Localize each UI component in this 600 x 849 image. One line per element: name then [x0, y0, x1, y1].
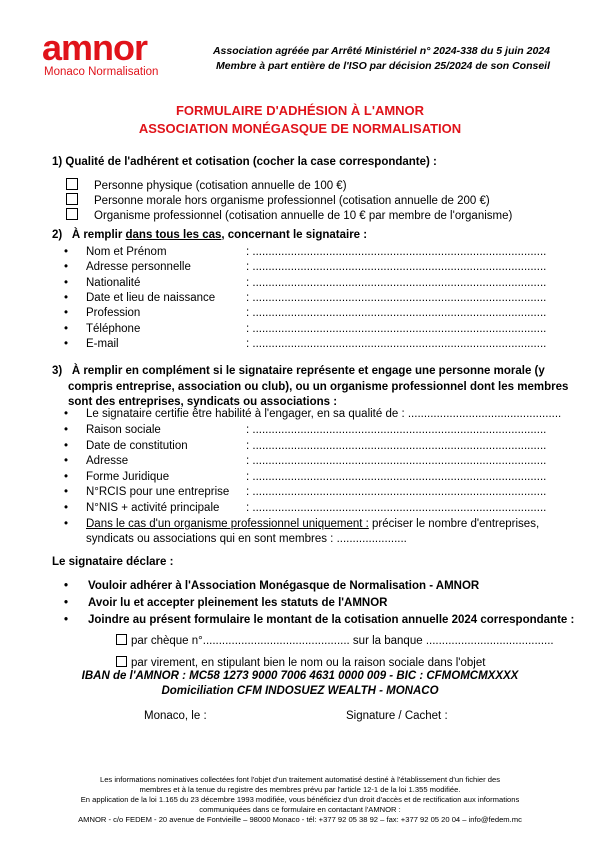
bullet: •	[64, 337, 69, 350]
bullet: •	[64, 424, 69, 436]
bullet: •	[64, 580, 69, 592]
field-input[interactable]: : ............................................................................................	[246, 261, 547, 274]
heading-part: , concernant le signataire :	[221, 229, 368, 241]
footer-line: membres et à la tenue du registre des membres prévu par l'article 12-1 de la loi 1.355 modifiée.	[139, 785, 461, 794]
certify-input[interactable]: ................................................	[407, 408, 562, 420]
bullet: •	[64, 597, 69, 609]
bullet: •	[64, 276, 69, 289]
virement-label: par virement, en stipulant bien le nom ou la raison sociale dans l'objet	[131, 657, 486, 669]
bullet: •	[64, 439, 69, 452]
field-input[interactable]: : ............................................................................................	[246, 307, 547, 320]
field-label: Adresse	[86, 455, 129, 467]
footer-line: communiquées dans ce formulaire en contactant l'AMNOR :	[199, 805, 401, 814]
field-input[interactable]: : ............................................................................................	[246, 424, 547, 436]
section-number: 2)	[52, 229, 63, 241]
declaration-text: Avoir lu et accepter pleinement les statuts de l'AMNOR	[88, 597, 388, 609]
field-row	[64, 261, 546, 273]
field-row	[64, 424, 546, 436]
iban-line: IBAN de l'AMNOR : MC58 1273 9000 7006 4631 0000 009 - BIC : CFMOMCMXXXX	[81, 670, 519, 682]
cheque-label: par chèque n°	[131, 635, 203, 647]
payment-virement[interactable]	[116, 656, 485, 669]
bullet: •	[64, 455, 69, 467]
field-label: Adresse personnelle	[86, 261, 191, 274]
certify-label: Le signataire certifie être habilité à l'engager, en sa qualité de :	[86, 408, 405, 420]
organisme-label-2: syndicats ou associations qui en sont membres :	[86, 533, 334, 545]
section-number: 3)	[52, 365, 63, 377]
place-date-label: Monaco, le :	[144, 710, 207, 722]
footer-line: En application de la loi 1.165 du 23 décembre 1993 modifiée, vous bénéficiez d'un droit d'accès et de rectification aux informations	[80, 795, 520, 804]
field-input[interactable]: : ............................................................................................	[246, 246, 547, 258]
field-input[interactable]: : ............................................................................................	[246, 455, 547, 467]
logo-text: amnor	[42, 27, 148, 68]
bullet: •	[64, 501, 69, 514]
bullet: •	[64, 614, 69, 626]
declaration-item-2	[64, 597, 387, 609]
footer-line: AMNOR - c/o FEDEM - 20 avenue de Fontvieille – 98000 Monaco - tél: +377 92 05 38 92 – fax: +377 92 05 20 04 – info@fedem.mc	[78, 815, 522, 824]
form-title-line-2: ASSOCIATION MONÉGASQUE DE NORMALISATION	[138, 121, 462, 136]
field-label: E-mail	[86, 337, 119, 350]
field-label: Téléphone	[86, 322, 141, 335]
field-row	[64, 455, 546, 467]
option-label: Personne morale hors organisme professionnel (cotisation annuelle de 200 €)	[94, 195, 490, 207]
heading-underlined: dans tous les cas	[125, 229, 222, 241]
bullet: •	[64, 486, 69, 498]
field-row	[64, 292, 546, 304]
option-personne-physique[interactable]	[66, 178, 347, 192]
cheque-checkbox[interactable]	[116, 634, 127, 645]
field-input[interactable]: : ............................................................................................	[246, 470, 547, 483]
option-label: Organisme professionnel (cotisation annuelle de 10 € par membre de l'organisme)	[94, 210, 513, 222]
footer-line: Les informations nominatives collectées font l'objet d'un traitement automatisé destiné à l'établissement d'un fichier des	[99, 775, 501, 784]
bank-label: sur la banque	[349, 635, 426, 647]
logo-subtitle: Monaco Normalisation	[44, 66, 159, 78]
field-label: Raison sociale	[86, 424, 161, 436]
option-organisme-professionnel[interactable]	[66, 208, 512, 222]
heading-part: À remplir	[71, 229, 126, 241]
field-label: N°RCIS pour une entreprise	[86, 486, 230, 498]
section3-heading	[52, 364, 568, 411]
declaration-item-1	[64, 580, 479, 592]
field-input[interactable]: : ............................................................................................	[246, 322, 547, 335]
field-input[interactable]: : ............................................................................................	[246, 337, 547, 350]
field-input[interactable]: : ............................................................................................	[246, 291, 547, 304]
bullet: •	[64, 261, 69, 274]
bullet: •	[64, 408, 69, 420]
form-title-line-1: FORMULAIRE D'ADHÉSION À L'AMNOR	[175, 103, 425, 118]
field-row	[64, 486, 546, 498]
heading-line: compris entreprise, association ou club), ou un organisme professionnel dont les membres	[68, 380, 569, 393]
field-label: Date de constitution	[86, 439, 188, 452]
members-count-input[interactable]: ......................	[333, 533, 407, 545]
field-row	[64, 502, 546, 514]
field-row	[64, 338, 546, 350]
field-label: Nom et Prénom	[86, 246, 167, 258]
field-label: N°NIS + activité principale	[86, 501, 220, 514]
declaration-text: Vouloir adhérer à l'Association Monégasque de Normalisation - AMNOR	[88, 580, 480, 592]
bullet: •	[64, 307, 69, 320]
header-line-2: Membre à part entière de l'ISO par décision 25/2024 de son Conseil	[216, 60, 550, 72]
option-label: Personne physique (cotisation annuelle de 100 €)	[94, 180, 347, 192]
field-label: Profession	[86, 307, 141, 320]
cheque-number-input[interactable]: ..............................................	[202, 635, 350, 647]
checkbox[interactable]	[66, 193, 78, 205]
heading-line: sont des entreprises, syndicats ou associations :	[68, 396, 338, 408]
certify-row	[64, 408, 561, 420]
declaration-text: Joindre au présent formulaire le montant de la cotisation annuelle 2024 correspondante :	[88, 614, 575, 626]
checkbox[interactable]	[66, 208, 78, 220]
bullet: •	[64, 291, 69, 304]
domiciliation-line: Domiciliation CFM INDOSUEZ WEALTH - MONACO	[161, 685, 439, 697]
section1-heading: 1) Qualité de l'adhérent et cotisation (cocher la case correspondante) :	[52, 156, 437, 168]
header-info	[213, 44, 550, 74]
footer-legal	[40, 775, 560, 825]
field-row	[64, 277, 546, 289]
payment-cheque[interactable]	[116, 634, 554, 647]
bank-input[interactable]: ........................................	[425, 635, 554, 647]
organisme-label-underlined: Dans le cas d'un organisme professionnel uniquement :	[86, 518, 369, 530]
signature-label: Signature / Cachet :	[346, 710, 448, 722]
amnor-logo	[42, 27, 148, 68]
field-input[interactable]: : ............................................................................................	[246, 501, 547, 514]
organisme-members-row	[64, 517, 539, 547]
field-label: Forme Juridique	[86, 470, 170, 483]
option-personne-morale[interactable]	[66, 193, 490, 207]
checkbox[interactable]	[66, 178, 78, 190]
field-input[interactable]: : ............................................................................................	[246, 439, 547, 452]
field-label: Date et lieu de naissance	[86, 291, 216, 304]
bullet: •	[64, 322, 69, 335]
field-label: Nationalité	[86, 276, 141, 289]
field-row	[64, 246, 546, 258]
bullet: •	[64, 518, 69, 530]
declaration-heading: Le signataire déclare :	[52, 556, 174, 568]
section2-heading	[52, 229, 367, 241]
field-row	[64, 307, 546, 319]
virement-checkbox[interactable]	[116, 656, 127, 667]
organisme-label: préciser le nombre d'entreprises,	[368, 518, 540, 530]
field-row	[64, 323, 546, 335]
field-input[interactable]: : ............................................................................................	[246, 486, 547, 498]
field-row	[64, 440, 546, 452]
header-line-1: Association agréée par Arrêté Ministériel n° 2024-338 du 5 juin 2024	[212, 45, 550, 57]
bullet: •	[64, 470, 69, 483]
heading-line: À remplir en complément si le signataire représente et engage une personne morale (y	[71, 365, 545, 377]
field-input[interactable]: : ............................................................................................	[246, 276, 547, 289]
declaration-item-3	[64, 614, 574, 626]
field-row	[64, 471, 546, 483]
bullet: •	[64, 246, 69, 258]
